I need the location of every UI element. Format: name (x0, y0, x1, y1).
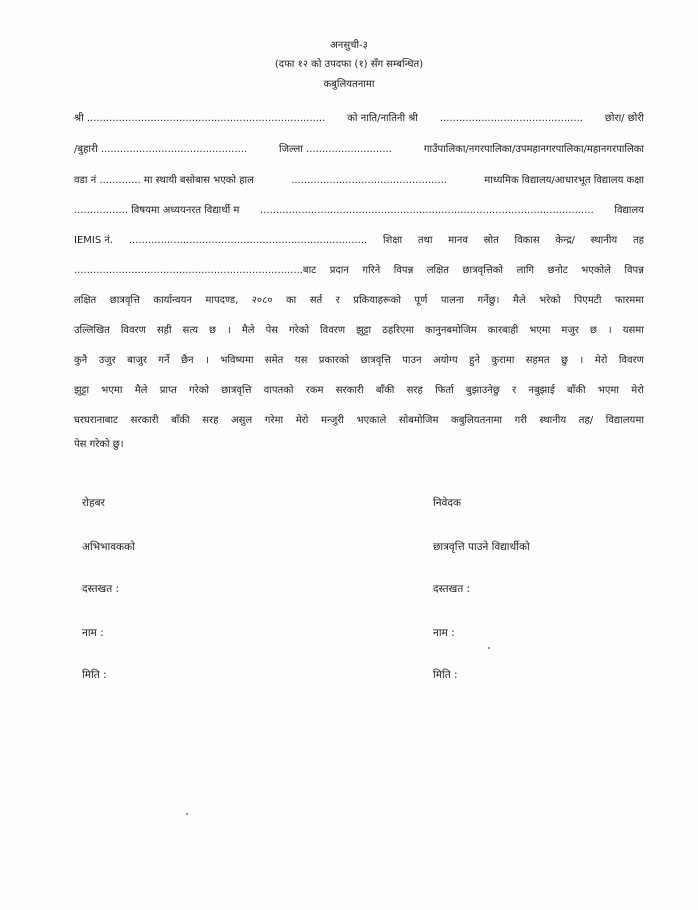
body-text-segment: सर्त (309, 295, 323, 306)
body-text-segment: IEMIS नं. (74, 235, 114, 246)
body-text-segment: सरकारी (130, 415, 159, 426)
body-text-segment: भएकाले (356, 415, 387, 426)
body-line (74, 292, 644, 310)
body-text-segment: वडा नं ............. मा स्थायी बसोबास भएको हाल (74, 175, 254, 186)
body-text-segment: ................................................. (291, 175, 447, 186)
body-text-segment: तह (632, 235, 644, 246)
body-text-segment: मेरो (594, 355, 608, 366)
body-text-segment: भएमा (101, 385, 123, 396)
body-text-segment: मैले (512, 295, 526, 306)
body-text-segment: शिक्षा (382, 235, 403, 246)
body-text-segment: मापदण्ड, (205, 295, 239, 306)
body-text-segment: सहमत (525, 355, 550, 366)
body-text-segment: विपन्न (393, 265, 414, 276)
scan-speck (488, 647, 490, 649)
body-text-segment: मजुर (561, 325, 579, 336)
body-text-segment: को नाति/नातिनी श्री (347, 113, 418, 124)
body-text-segment: फिर्ता (435, 385, 454, 396)
body-text-segment: ......................................................................................................... (260, 205, 594, 216)
body-text-segment: ........................................................................... (128, 235, 368, 246)
body-text-segment: अयोग्य (432, 355, 458, 366)
body-text-segment: प्रदान (329, 265, 349, 276)
body-text-segment: ................. विषयमा अध्ययनरत विद्यार्थी म (74, 205, 240, 216)
body-text-segment: बुझाउनेछु (465, 385, 500, 396)
body-text-segment: लागि (516, 265, 535, 276)
body-text-segment: स्थानीय (590, 235, 618, 246)
body-text-segment: कारबाही (487, 325, 519, 336)
body-text-segment: समेत (264, 355, 284, 366)
body-line (74, 172, 644, 190)
body-text-segment: कुरामा (491, 355, 515, 366)
body-text-segment: छ (209, 325, 217, 336)
body-text-segment: भएकोले (581, 265, 611, 276)
body-text-segment: फारममा (614, 295, 644, 306)
body-text-segment: प्रकियाहरूको (353, 295, 401, 306)
body-text-segment: विवरण (320, 325, 346, 336)
body-text-segment: ............................................. (439, 113, 583, 124)
body-text-segment: विवरण (618, 355, 644, 366)
body-text-segment: भएमा (529, 325, 551, 336)
body-text-segment: का (286, 295, 297, 306)
body-text-segment: विद्यालयमा (605, 415, 644, 426)
body-text-segment: पेस (265, 325, 279, 336)
body-line (74, 412, 644, 430)
body-text-segment: रकम (305, 385, 324, 396)
body-line (74, 202, 644, 220)
body-text-segment: मेरो (631, 385, 644, 396)
body-text-segment: गर्नेछु। (477, 295, 500, 306)
body-text-segment: र (512, 385, 517, 396)
body-line (74, 382, 644, 400)
body-text-segment: विकास (514, 235, 540, 246)
body-text-segment: । (205, 355, 209, 366)
section-reference: (दफा १२ को उपदफा (१) सँग सम्बन्धित) (274, 59, 424, 70)
witness-name-label: नाम : (82, 627, 104, 639)
body-text-segment: श्री ........................................................................... (74, 113, 326, 124)
body-text-segment: लक्षित (74, 295, 97, 306)
body-text-segment: मानव (448, 235, 468, 246)
body-text-segment: ठहरिएमा (382, 325, 415, 336)
body-text-segment: स्रोत (483, 235, 499, 246)
body-text-segment: सही (156, 325, 172, 336)
body-text-segment: सरह (202, 415, 219, 426)
body-text-segment: कार्यान्वयन (153, 295, 192, 306)
applicant-role: निवेदक (433, 497, 462, 509)
body-text-segment: २०८० (251, 295, 273, 306)
body-text-segment: घरघरानाबाट (74, 415, 119, 426)
body-text-segment: पेस गरेको छु। (74, 439, 124, 450)
body-text-segment: केन्द्र/ (555, 235, 575, 246)
body-text-segment: उल्लिखित (74, 325, 110, 336)
body-line (74, 141, 644, 159)
body-text-segment: प्राप्त (159, 385, 177, 396)
body-text-segment: गर्ने (158, 355, 170, 366)
body-text-segment: बाँकी (375, 385, 395, 396)
body-line (74, 436, 644, 454)
body-text-segment: यस (294, 355, 308, 366)
body-text-segment: कबुलियतनामा (451, 415, 503, 426)
body-line (74, 262, 644, 280)
body-text-segment: मैले (134, 385, 148, 396)
body-text-segment: स्थानीय (539, 415, 567, 426)
witness-role: रोहबर (82, 497, 105, 509)
applicant-who: छात्रवृत्ति पाउने विद्यार्थीको (433, 541, 530, 553)
body-text-segment: प्रकारको (318, 355, 350, 366)
body-text-segment: उजुर (98, 355, 116, 366)
body-text-segment: तथा (417, 235, 433, 246)
witness-signature-label: दस्तखत : (82, 583, 120, 595)
body-text-segment: नबुझाई (528, 385, 555, 396)
body-text-segment: गरिने (362, 265, 381, 276)
body-text-segment: विद्यालय (614, 205, 644, 216)
body-text-segment: /बुहारी .............................................. (74, 144, 248, 155)
document-title: कबुलियतनामा (323, 79, 375, 90)
body-text-segment: छात्रवृत्ति (221, 385, 252, 396)
body-line (74, 322, 644, 340)
witness-date-label: मिति : (82, 669, 107, 681)
body-text-segment: विपन्न (624, 265, 644, 276)
body-text-segment: माध्यमिक विद्यालय/आधारभूत विद्यालय कक्षा (484, 175, 644, 186)
body-text-segment: गरेमा (264, 415, 284, 426)
body-text-segment: वापतको (263, 385, 294, 396)
body-text-segment: छ (589, 325, 597, 336)
body-text-segment: भविष्यमा (220, 355, 254, 366)
applicant-date-label: मिति : (433, 669, 458, 681)
body-text-segment: कानुनबमोजिम (425, 325, 477, 336)
body-text-segment: गरेको (189, 385, 210, 396)
body-text-segment: छात्रवृत्ति (360, 355, 391, 366)
witness-who: अभिभावकको (82, 541, 135, 553)
body-text-segment: । (227, 325, 231, 336)
body-text-segment: मैले (241, 325, 255, 336)
body-text-segment: बाँकी (567, 385, 586, 396)
body-text-segment: तह/ (578, 415, 594, 426)
body-text-segment: हुने (469, 355, 480, 366)
body-text-segment: पूर्ण (414, 295, 428, 306)
body-text-segment: गरी (514, 415, 527, 426)
body-text-segment: सत्य (182, 325, 199, 336)
body-text-segment: पिएमटी (574, 295, 602, 306)
body-text-segment: मेरो (295, 415, 309, 426)
body-text-segment: छात्रवृत्ति (109, 295, 140, 306)
body-text-segment: बाँकी (171, 415, 190, 426)
body-text-segment: गरेको (289, 325, 310, 336)
body-line (74, 232, 644, 250)
body-text-segment: मन्जुरी (320, 415, 345, 426)
body-text-segment: कुनै (74, 355, 88, 366)
body-text-segment: । (579, 355, 584, 366)
body-text-segment: सरकारी (335, 385, 364, 396)
body-text-segment: बाजुर (127, 355, 147, 366)
body-text-segment: पालना (440, 295, 465, 306)
body-text-segment: असुल (231, 415, 253, 426)
body-text-segment: ........................................................................बाट (74, 265, 317, 276)
body-text-segment: झुट्टा (356, 325, 372, 336)
scan-speck (186, 813, 188, 815)
body-text-segment: छु (561, 355, 569, 366)
body-text-segment: विवरण (120, 325, 146, 336)
body-text-segment: जिल्ला ........................... (278, 144, 392, 155)
body-text-segment: यसमा (622, 325, 644, 336)
body-text-segment: । (607, 325, 612, 336)
body-line (74, 352, 644, 370)
body-text-segment: छनोट (547, 265, 568, 276)
body-text-segment: भरेको (539, 295, 561, 306)
schedule-heading: अनसुची-३ (330, 40, 368, 51)
body-line (74, 110, 644, 128)
body-text-segment: छात्रवृत्तिको (462, 265, 503, 276)
body-text-segment: लक्षित (426, 265, 450, 276)
body-text-segment: झुट्टा (74, 385, 90, 396)
body-text-segment: छोरा/ छोरी (604, 113, 644, 124)
body-text-segment: पाउन (402, 355, 422, 366)
body-text-segment: सरह (406, 385, 423, 396)
applicant-name-label: नाम : (433, 627, 455, 639)
applicant-signature-label: दस्तखत : (433, 583, 471, 595)
body-text-segment: भएमा (597, 385, 619, 396)
body-text-segment: गाउँपालिका/नगरपालिका/उपमहानगरपालिका/महानगरपालिका (423, 144, 644, 155)
body-text-segment: र (335, 295, 340, 306)
body-text-segment: छैन (181, 355, 194, 366)
body-text-segment: सोबमोजिम (398, 415, 439, 426)
